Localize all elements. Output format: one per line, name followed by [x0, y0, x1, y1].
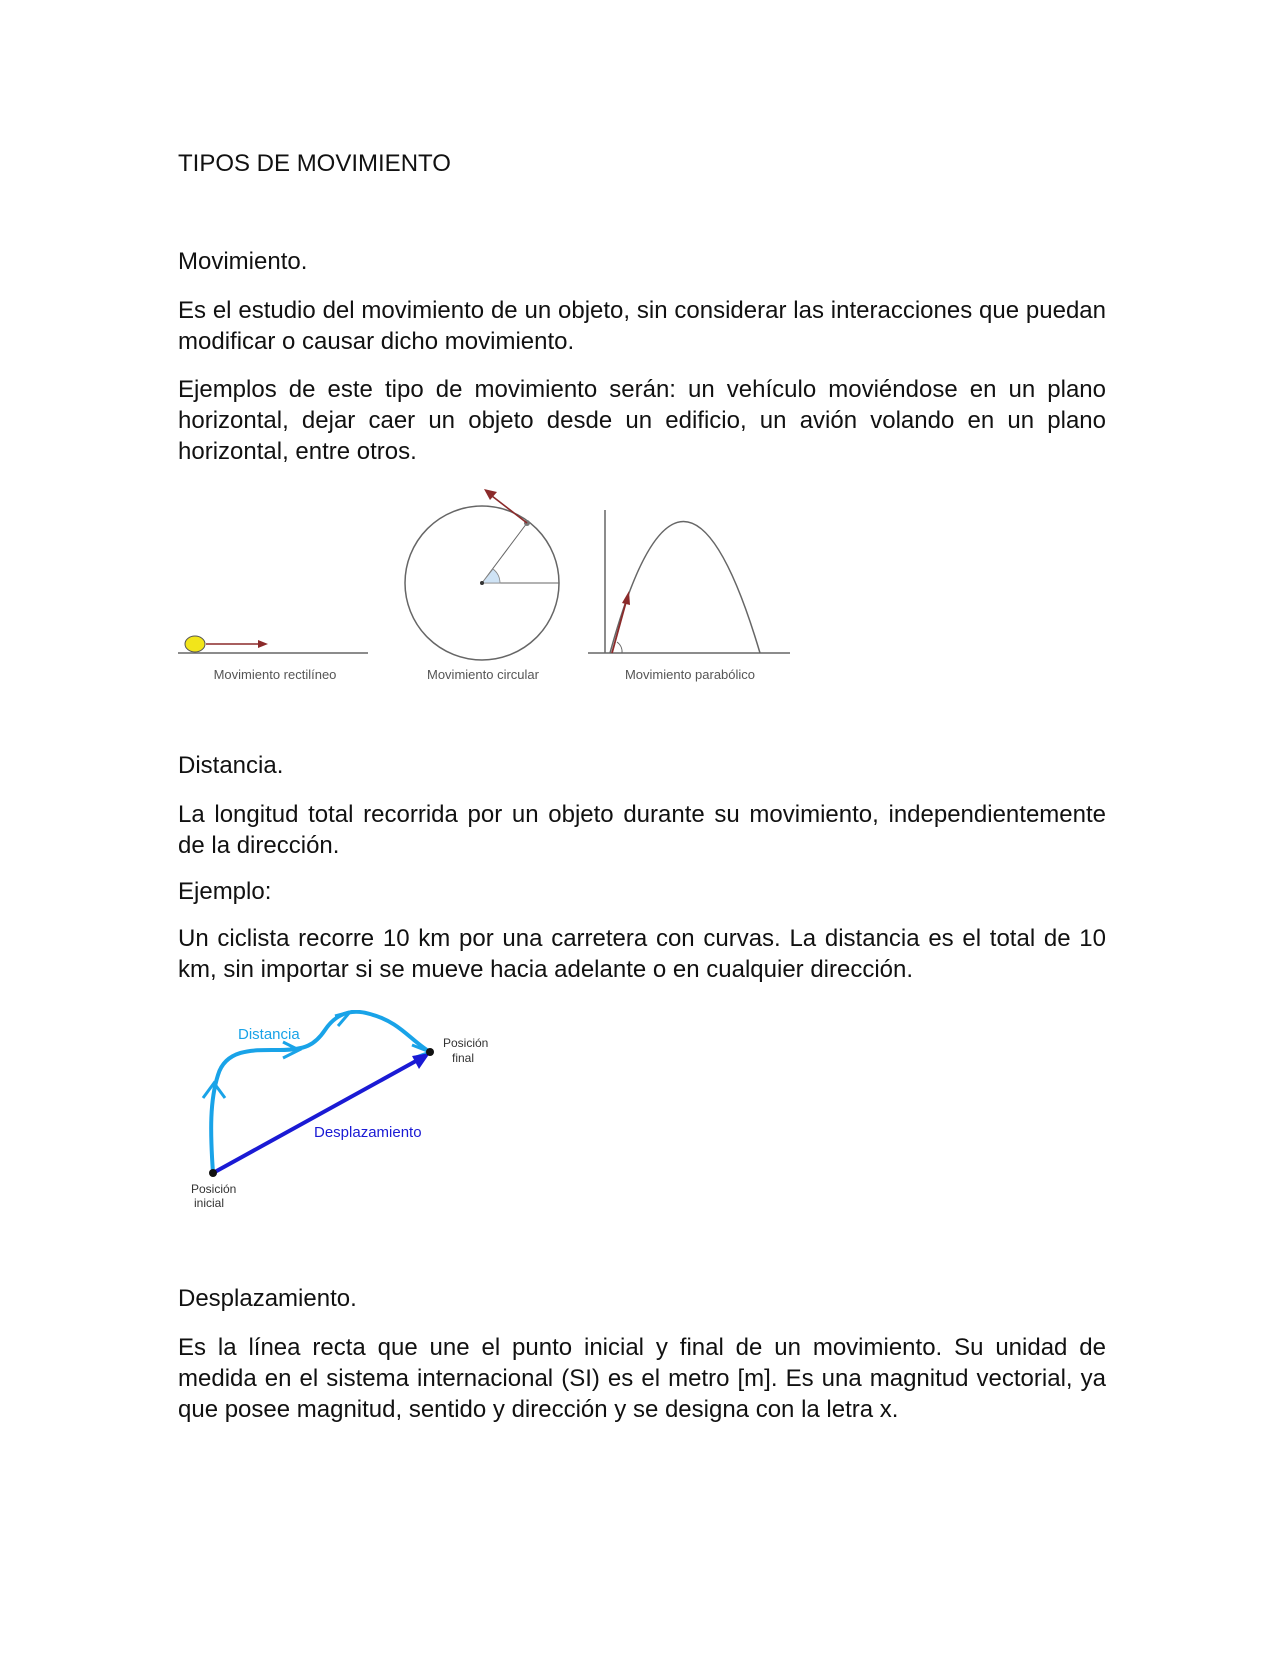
circular-motion-diagram	[405, 489, 559, 660]
label-desplazamiento: Desplazamiento	[314, 1124, 422, 1141]
label-posicion-inicial-1: Posición	[191, 1182, 237, 1196]
label-posicion-inicial-2: inicial	[194, 1196, 225, 1210]
paragraph-distancia-example: Un ciclista recorre 10 km por una carretera con curvas. La distancia es el total de 10 km, sin importar si se mueve hacia adelante o en cualquier dirección.	[178, 925, 1106, 983]
caption-circular: Movimiento circular	[427, 667, 539, 682]
parabolic-motion-diagram	[588, 510, 790, 653]
paragraph-movimiento-examples: Ejemplos de este tipo de movimiento serán: un vehículo moviéndose en un plano horizontal, dejar caer un objeto desde un edificio, un avión volando en un plano horizontal, entre otros.	[178, 376, 1106, 465]
caption-parabolic: Movimiento parabólico	[624, 667, 756, 682]
heading-distancia: Distancia.	[178, 752, 284, 779]
motion-types-figure	[170, 478, 810, 688]
label-distancia: Distancia	[238, 1026, 300, 1043]
displacement-arrowhead	[412, 1053, 430, 1069]
distance-displacement-figure	[180, 1010, 500, 1210]
paragraph-distancia-definition: La longitud total recorrida por un objeto durante su movimiento, independientemente de la dirección.	[178, 801, 1106, 859]
heading-desplazamiento: Desplazamiento.	[178, 1285, 357, 1312]
heading-movimiento: Movimiento.	[178, 248, 308, 275]
displacement-arrow	[213, 1056, 425, 1173]
paragraph-movimiento-definition: Es el estudio del movimiento de un objeto, sin considerar las interacciones que puedan modificar o causar dicho movimiento.	[178, 297, 1106, 355]
final-position-dot	[426, 1048, 434, 1056]
label-ejemplo: Ejemplo:	[178, 878, 272, 905]
page-title: TIPOS DE MOVIMIENTO	[178, 150, 451, 177]
initial-position-dot	[209, 1169, 217, 1177]
caption-rectilinear: Movimiento rectilíneo	[213, 667, 337, 682]
paragraph-desplazamiento-definition: Es la línea recta que une el punto inicial y final de un movimiento. Su unidad de medida en el sistema internacional (SI) es el metro [m]. Es una magnitud vectorial, ya que posee magnitud, sentido y dirección y se designa con la letra x.	[178, 1334, 1106, 1423]
label-posicion-final-2: final	[452, 1051, 475, 1065]
label-posicion-final-1: Posición	[443, 1036, 489, 1050]
rectilinear-motion-diagram	[178, 636, 368, 653]
